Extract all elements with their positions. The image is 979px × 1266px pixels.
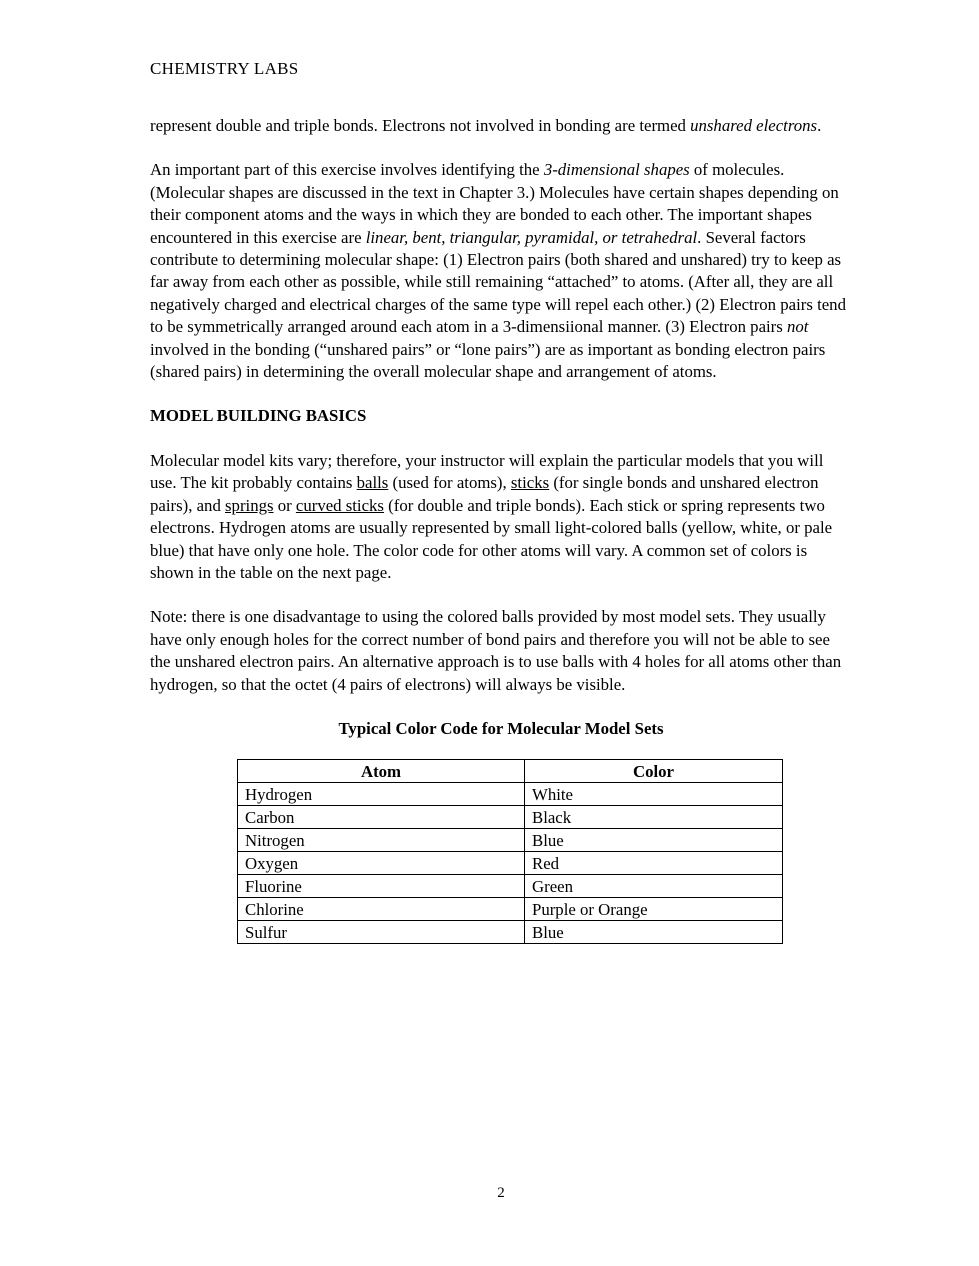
paragraph-intro-2 [150, 159, 852, 383]
cell-atom: Sulfur [238, 921, 525, 944]
body-text: (used for atoms), [388, 473, 511, 493]
underlined-text: curved sticks [295, 495, 384, 515]
body-text: . [817, 116, 822, 135]
table-row [238, 921, 783, 944]
body-text: An important part of this exercise involves identifying the [150, 160, 544, 180]
body-text: Molecular model kits vary; therefore, your instructor will explain the particular models that you will use. The kit probably contains [150, 450, 824, 493]
cell-atom: Nitrogen [238, 829, 525, 852]
color-code-table [237, 759, 783, 944]
paragraph-intro-1 [150, 115, 852, 137]
paragraph-note [150, 606, 852, 696]
document-content [150, 59, 852, 944]
cell-color: Green [525, 875, 783, 898]
italic-text: not [787, 317, 809, 337]
cell-color: Blue [525, 921, 783, 944]
table-row [238, 806, 783, 829]
table-row [238, 829, 783, 852]
underlined-text: springs [225, 495, 274, 515]
cell-color: Black [525, 806, 783, 829]
cell-atom: Oxygen [238, 852, 525, 875]
paragraph-model-kits [150, 450, 852, 584]
table-row [238, 852, 783, 875]
italic-text: linear, bent, triangular, pyramidal, or tetrahedral [365, 227, 698, 247]
body-text: involved in the bonding (“unshared pairs” or “lone pairs”) are as important as bonding electron pairs (shared pairs) in determining the overall molecular shape and arrangement of atoms. [150, 339, 826, 382]
cell-color: Blue [525, 829, 783, 852]
body-text: (for single bonds and unshared electron pairs), and [150, 473, 819, 515]
cell-atom: Fluorine [238, 875, 525, 898]
table-header-atom: Atom [238, 760, 525, 783]
cell-color: Purple or Orange [525, 898, 783, 921]
document-header: CHEMISTRY LABS [150, 59, 299, 78]
italic-text: 3-dimensional shapes [543, 160, 690, 180]
cell-atom: Chlorine [238, 898, 525, 921]
underlined-text: balls [356, 473, 389, 493]
cell-atom: Hydrogen [238, 783, 525, 806]
body-text: or [273, 495, 296, 515]
table-header-row [238, 760, 783, 783]
body-text: Note: there is one disadvantage to using the colored balls provided by most model sets. They usually have only enough holes for the correct number of bond pairs and therefore you will not be able to see the unshared electron pairs. An alternative approach is to use balls with 4 holes for all atoms other than hydrogen, so that the octet (4 pairs of electrons) will always be visible. [150, 607, 842, 694]
cell-color: White [525, 783, 783, 806]
body-text: . Several factors contribute to determining molecular shape: (1) Electron pairs (both shared and unshared) try to keep as far away from each other as possible, while still remaining “attached” to atoms. (After all, they are all negatively charged and electrical charges of the same type will repel each other.) (2) Electron pairs tend to be symmetrically arranged around each atom in a 3-dimensiional manner. (3) Electron pairs [150, 227, 846, 337]
table-title: Typical Color Code for Molecular Model Sets [338, 718, 664, 738]
page-number: 2 [497, 1185, 505, 1201]
table-row [238, 898, 783, 921]
table-row [238, 875, 783, 898]
body-text: represent double and triple bonds. Electrons not involved in bonding are termed [150, 116, 691, 135]
italic-text: unshared electrons [690, 116, 818, 135]
section-heading: MODEL BUILDING BASICS [150, 406, 367, 426]
table-row [238, 783, 783, 806]
cell-atom: Carbon [238, 806, 525, 829]
body-text: (for double and triple bonds). Each stick or spring represents two electrons. Hydrogen atoms are usually represented by small light-colored balls (yellow, white, or pale blue) that have only one hole. The color code for other atoms will vary. A common set of colors is shown in the table on the next page. [150, 495, 833, 582]
cell-color: Red [525, 852, 783, 875]
table-header-color: Color [525, 760, 783, 783]
body-text: of molecules. (Molecular shapes are discussed in the text in Chapter 3.) Molecules have certain shapes depending on their component atoms and the ways in which they are bonded to each other. The important shapes encountered in this exercise are [150, 160, 839, 247]
underlined-text: sticks [510, 473, 550, 493]
